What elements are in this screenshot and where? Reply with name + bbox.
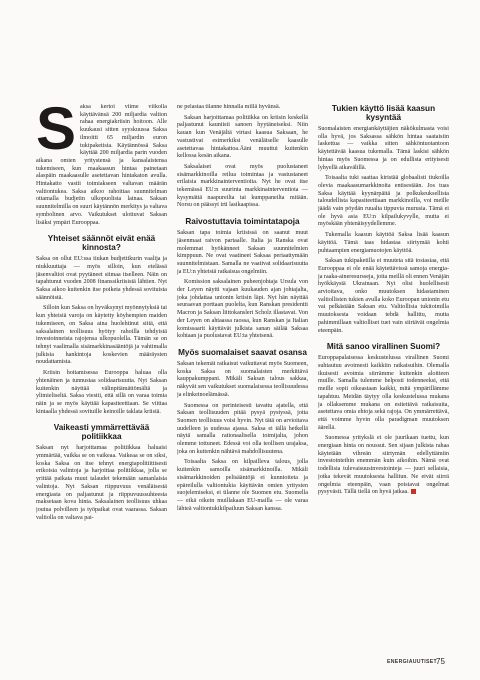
paragraph: Suomessa on perinteisesti tavattu ajatella, että Saksan teollisuuden pitää pysyä pystyssä, jotta Suomen teollisuus voisi hyvin. Nyt tätä on arvioitava uudelleen ja uudessa ajassa. Saksa ei tällä hetkellä näytä samalla rationaalisella toimijalta, johon olemme tottuneet. Edessä voi olla teollisen urajaksa, joka on kuitenkin nähtävä mahdollisuutena. <box>177 402 308 455</box>
paragraph: Kriisin hoitamisessa Eurooppa haluaa olla yhtenäinen ja tunnustaa solidaarisuutta. Nyt Saksan kuitenkin näyttää välinpitämättömältä ja ylimieliseltä. Saksa viestii, että sillä on varaa toimia näin ja se myös käyttää kapasiteettiaan. Se viittaa kintaalla yhdessä sovituille keinoille taklata kriisiä. <box>36 370 167 415</box>
column-3 <box>318 104 449 644</box>
paragraph <box>318 435 449 497</box>
paragraph-text: Suomessa yritykslä ei ole juurikaan tuettu, kun energiaan hinta on noussut. Sen sijaan julkista rahaa käytetään vihreän siirtymän edellyttämiin investointeihin enemmän kuin aikoihin. Nämä ovat todellisia tulevaisuusinvestointeja — juuri sellaisia, jotka tekevät muutoksesta hallitun. Ne eivät siirrä ongelmia eteenpäin, vaan poistavat ongelmat pysyvästi. Tällä tiellä on hyvä jatkaa. <box>318 435 449 496</box>
subheading: Vaikeasti ymmärrettävää politiikkaa <box>53 423 150 442</box>
paragraph: Saksalaiset ovat myös puolustaneet sisämarkkinoilla reilua toimintaa ja vastustaneet erilaisia markkinainterventioita. Nyt he ovat itse tekemässä EU:n suurinta markkinainterventiota — kysymättä naapureilta tai kumppaneilta mitään. Norsu on päässyt irti lasikaapissa. <box>177 163 308 209</box>
subheading: Myös suomalaiset saavat osansa <box>178 347 307 357</box>
paragraph: Europpapalaisessa keskustelussa virallinen Suomi suhtautuu avoimesti kaikkiin ratkaisuihin. Olemalla ikuisesti avoimia siirrämme kuitenkin aloitteen muille. Samalla tulemme helposti todenneeksi, että meille sopii oikeastaan kaikki, mitä ympärillämme tapahtuu. Meidän täytyy olla keskustelussa mukana ja ollaksemme mukana on esitettävä ratkaisuita, asetettava omia ehtoja sekä rajoja. On ymmärrettävä, että voimme hyvin olla paradigman muutoksen äärellä. <box>318 355 449 431</box>
paragraph: Saksa on ollut EU:ssa tiukan budjettikurin vaalija ja niukkuuttaja — myös silloin, kun etelässä jäsenvaltiot ovat pyytäneet siimaa itselleen. Näin on tapahtunut vuoden 2008 finanssikriisistä lähtien. Nyt Saksa aikoo kuitenkin itse poiketa yhdessä sovituista säännöistä. <box>36 256 167 301</box>
column-2 <box>177 104 308 644</box>
publication-name: ENERGIAUUTISET <box>387 659 438 665</box>
paragraph: ne pelastaa tilanne hinnalla millä hyvänsä. <box>177 104 281 110</box>
column-1 <box>36 104 167 644</box>
paragraph: Silloin kun Saksa on hyväksynyt myönnytyksiä tai kun yhteisiä varoja on käytetty köyhempien maiden tukemiseen, on Saksa aina huolehtinut siitä, että saksalainen teollisuus hyötyy rahoilla tehdyistä investoinneista rajojensa ulkopuolella. Tämän se on tehnyt vaalimalla sisämarkkinasääntöjä ja vahtimalla julkisia hankintoja koskevien määräysten noudattamista. <box>36 305 167 366</box>
paragraph: Toisaalta tuki saattaa kiristää globaalisti tiukoilla olevia maakaasumarkkinoita entisestään. Jos tuas Saksa käyttää kyynärpäitä ja polkukeuksellista taloudellista kapasiteettiaan markkinoilla, voi meille jäädä vain pöydän ruualta tippuvia murusia. Tämä ei ole hyvä asia EU:n kilpailukyvylle, mutta ei myöskään yhtenäisyydellemme. <box>318 175 449 228</box>
paragraph: Suomalaisten energiankäyttäjien näkökulmasta voisi olla hyvä, jos Saksassa sähkön hintaa saataisiin laskettua — vaikka sitten sähköntuotantoon käytettävää kaasua tukemalla. Tämä laskisi sähkön hintaa myös Suomessa ja on edullista erityisesti lyhyellä aikavälillä. <box>318 126 449 171</box>
subheading: Yhteiset säännöt eivät enää kinnosta? <box>47 234 156 253</box>
paragraph: Saksan nyt harjoittamaa politiikkaa haluaisi ymmärtää, vaikka se on vaikeaa. Vaikeaa se on siksi, koska Saksa on itse tehnyt energiapolitiittisesti erikoisia valintoja ja harjoittaa politiikkaa, jolla se yrittää paikata muut talaudet tekemään samanlaisia valintoja. Nyt Saksan riippuvuus venäläisestä energiasta on paljastunut ja riippuvuussuhteesta maksetaan kova hinta. Saksalainen teollisuus uhkaa joutua polvilleen ja työpaikat ovat vaarassa. Saksan valtiolla on valtava pai- <box>36 445 167 521</box>
paragraph: Saksan tapa toimia kriisissä on saanut muut jäsenmaat raivon partaalle. Italia ja Ranska ovat molemmat hyökänneet Saksan suunnitelmien kimppuun. Ne ovat vaatineet Saksaa periaattymään suunnitelmistaan. Samalla ne vaativat solidaarisuutta ja EU:n yhteistä ratkaisua ongelmiin. <box>177 230 308 275</box>
subheading: Mitä sanoo virallinen Suomi? <box>326 342 441 352</box>
subheading: Tukien käyttö lisää kaasun kysyntää <box>331 104 436 122</box>
paragraph: Saksan tekemät ratkaisut vaikuttavat myös Suomeen, koska Saksa on suomalaisten merkittävä kauppakumppani. Mikäli Saksan talous sakkaa, näkyvät sen vaikutukset suomalaisessa teollisuudessa ja elinkeinoelämässä. <box>177 360 308 398</box>
article-body <box>36 104 450 644</box>
drop-cap: S <box>36 104 77 162</box>
paragraph: Toisaalta Saksa on kilpailleva talous, jolla kuitenkin samoilla sisämarkkinoilla. Mikäli sisämarkkinoiden pelisääntöjä ei kunnioiteta ja epäreilulla valtiontukia käyttävän omien yritysten suojelemiseksi, ei tilanne ole Suomen etu. Suomella — eikä oikein muillakaan EU-mailla — ole varaa lähteä valtiontukikilpailuun Saksan kanssa. <box>177 459 308 512</box>
paragraph: Saksan harjoittamaa politiikka on kriisin keskellä paljastunut kauniisti sanoen hyytäneiseksi. Niin kauan kun Venäjältä virtasi kaasua Saksaan, he vastustivat esimerkiksi venäläiselle kaasulle asetettavaa hintakattoa.Ääni muuttui kuitenkin kellossa kesän aikana. <box>177 114 308 160</box>
paragraph: aksa kertoi viime viikolla käyttävänsä 200 miljardia valtion rahaa energiakriisin hoitoon. Alle kuukausi sitten syyskuussa Saksa ilmoitti 65 miljardin euron tukipaketista. Käytännössä Saksa käyttää 200 miljardia parin vuoden aikana omien yritystensä ja kansalaistensa tukemiseen, kun maakaasun hintaa painetaan alaspäin maakaasulle asetettavan hintakaton avulla. Hintakatto vastii toimiakseen valtavan määrän valtiontukea. Saksa aikoo rahoittaa suunnitelman ottamalla budjetin ulkopuolista lainaa. Saksan suunnitelmilla on suuri käytännön merkitys ja valtava symbolinen arvo. Vaikutukset ulottuvat Saksan lisäksi ympäri Eurooppaa. <box>36 104 167 226</box>
paragraph: Tukemalla kaasun käyttöä Saksa lisää kaasun käyttöä. Tämä taas hidastaa siirtymää kohti puhtaampien energiamuotojen käyttöä. <box>318 232 449 254</box>
paragraph: Saksan tukipaketilla ei muuteta sitä tosiasiaa, että Eurooppaa ei ole enää käytettävissä samoja energia- ja raaka-aineresursseja, joita meillä oli ennen Venäjän hyökkäystä Ukrainaan. Nyt olisi huolellisesti arvioitava, onko muutoksen hidastaminen valtiollisten tukien avulla koko Euroopan unionin etu vai pelkästään Saksan etu. Valtiollisia tukitoimilla muutoksesta voidaan tebdä hallittu, mutta pahimmillaan valtiolliset tuet vain siirtävät ongelmia eteenpäin. <box>318 258 449 334</box>
end-of-article-marker <box>411 489 416 494</box>
page-number: 75 <box>436 657 445 666</box>
paragraph: Komission saksalainen puheenjohtaja Ursula von der Leyen näytti vajaan kuukauden ajan johtajalta, joka johdattaa unionin kriisin läpi. Nyt hän näyttää seuraavan porttaan puolelta, kun Ranskan presidentti Macron ja Saksan liittokansleri Scholz illastavat. Von der Leyen on ahtaassa raossa, kun Ranskan ja Italian komissaarit käyttävät julkista sanan säilää Saksaa kohtaan ja puolustavat EU:ta yhteisenä. <box>177 279 308 340</box>
subheading: Raivostuttavia toimintatapoja <box>185 217 300 227</box>
